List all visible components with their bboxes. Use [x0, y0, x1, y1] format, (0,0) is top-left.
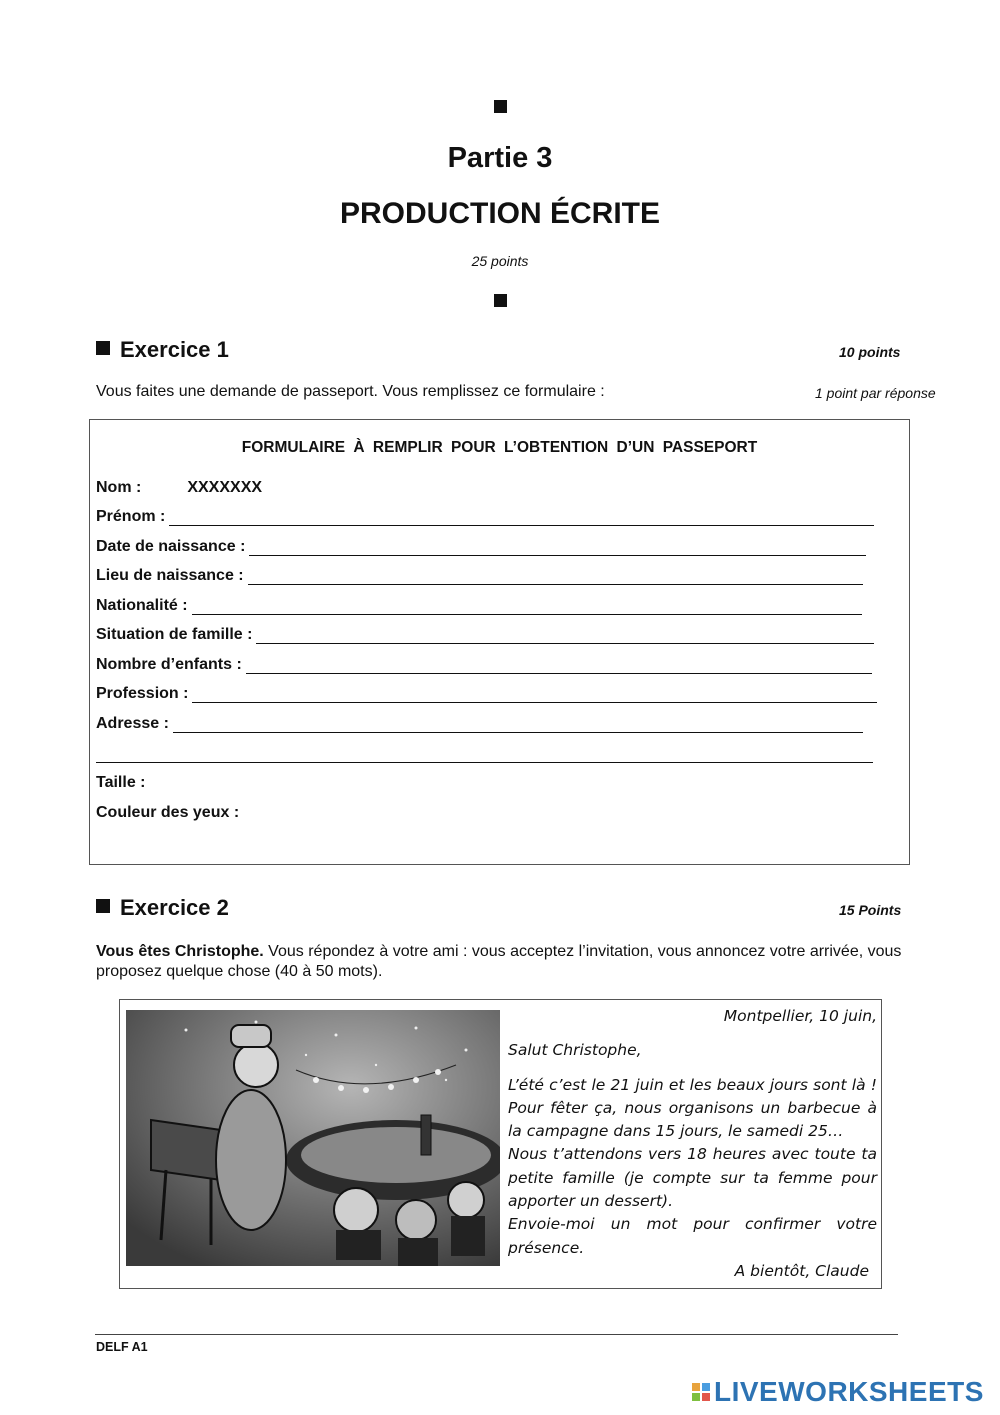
passport-form — [89, 419, 910, 865]
letter-paragraph-1: L’été c’est le 21 juin et les beaux jours sont là ! Pour fêter ça, nous organisons un barbecue à la campagne dans 15 jours, le samedi 25… — [508, 1075, 877, 1141]
letter-paragraph-2: Nous t’attendons vers 18 heures avec toute ta petite famille (je compte sur ta femme pour apporter un dessert). — [508, 1145, 877, 1211]
form-row-situation-famille — [96, 626, 874, 644]
barbecue-illustration — [126, 1010, 500, 1266]
exercise-2-heading — [96, 895, 229, 921]
form-row-nombre-enfants — [96, 656, 872, 674]
adresse-label: Adresse : — [96, 715, 169, 732]
letter-place-date: Montpellier, 10 juin, — [723, 1007, 877, 1025]
decorative-square-icon — [494, 100, 507, 113]
date-naissance-label: Date de naissance : — [96, 538, 246, 555]
barbecue-party-illustration — [126, 1010, 500, 1266]
prenom-answer-line[interactable] — [169, 511, 874, 526]
adresse-answer-line[interactable] — [173, 718, 863, 733]
exercise-1-points: 10 points — [839, 344, 901, 360]
form-row-nationalite — [96, 597, 862, 615]
situation-famille-label: Situation de famille : — [96, 626, 253, 643]
exercise-2-instruction-bold: Vous êtes Christophe. — [96, 943, 264, 960]
nombre-enfants-label: Nombre d’enfants : — [96, 656, 242, 673]
footer-label: DELF A1 — [96, 1340, 148, 1354]
letter-signoff: A bientôt, Claude — [734, 1261, 869, 1280]
taille-label: Taille : — [96, 774, 146, 791]
lieu-naissance-answer-line[interactable] — [248, 570, 863, 585]
form-row-lieu-naissance — [96, 567, 863, 585]
invitation-letter-box — [119, 999, 882, 1289]
invitation-letter — [508, 1005, 877, 1283]
form-row-date-naissance — [96, 538, 866, 556]
letter-greeting: Salut Christophe, — [508, 1041, 642, 1060]
letter-paragraph-3: Envoie-moi un mot pour confirmer votre présence. — [508, 1215, 877, 1257]
exercise-1-instruction: Vous faites une demande de passeport. Vous remplissez ce formulaire : — [96, 383, 605, 400]
form-row-profession — [96, 685, 877, 703]
profession-label: Profession : — [96, 685, 189, 702]
prenom-label: Prénom : — [96, 508, 166, 525]
liveworksheets-logo-icon — [692, 1383, 710, 1401]
exercise-1-title: Exercice 1 — [120, 337, 229, 362]
liveworksheets-brand — [692, 1377, 984, 1407]
lieu-naissance-label: Lieu de naissance : — [96, 567, 244, 584]
couleur-yeux-label: Couleur des yeux : — [96, 804, 240, 821]
bullet-square-icon — [96, 341, 110, 355]
total-points: 25 points — [471, 253, 529, 269]
brand-text: LIVEWORKSHEETS — [714, 1376, 984, 1407]
exercise-1-heading — [96, 337, 229, 363]
form-row-couleur-yeux — [96, 804, 239, 822]
form-row-taille — [96, 774, 146, 792]
profession-answer-line[interactable] — [192, 688, 877, 703]
situation-famille-answer-line[interactable] — [256, 629, 874, 644]
exercise-2-instruction — [96, 942, 908, 982]
nom-value: XXXXXXX — [187, 479, 263, 496]
bullet-square-icon — [96, 899, 110, 913]
decorative-square-icon — [494, 294, 507, 307]
exercise-2-instruction-rest: Vous répondez à votre ami : vous acceptez l’invitation, vous annoncez votre arrivée, vous proposez quelque chose (40 à 50 mots). — [96, 943, 902, 980]
nationalite-answer-line[interactable] — [192, 600, 862, 615]
part-title: Partie 3 — [447, 142, 553, 174]
form-row-prenom — [96, 508, 874, 526]
date-naissance-answer-line[interactable] — [249, 541, 866, 556]
footer-divider — [95, 1334, 898, 1335]
exercise-1-point-note: 1 point par réponse — [815, 385, 936, 401]
nom-label: Nom : — [96, 479, 142, 496]
nombre-enfants-answer-line[interactable] — [246, 659, 872, 674]
form-title: FORMULAIRE À REMPLIR POUR L’OBTENTION D’UN PASSEPORT — [241, 439, 758, 456]
exercise-2-title: Exercice 2 — [120, 895, 229, 920]
exercise-2-points: 15 Points — [839, 902, 902, 918]
section-title: PRODUCTION ÉCRITE — [339, 197, 660, 230]
form-row-nom — [96, 479, 262, 497]
adresse-answer-line-2[interactable] — [96, 762, 873, 763]
form-row-adresse — [96, 715, 863, 733]
nationalite-label: Nationalité : — [96, 597, 188, 614]
